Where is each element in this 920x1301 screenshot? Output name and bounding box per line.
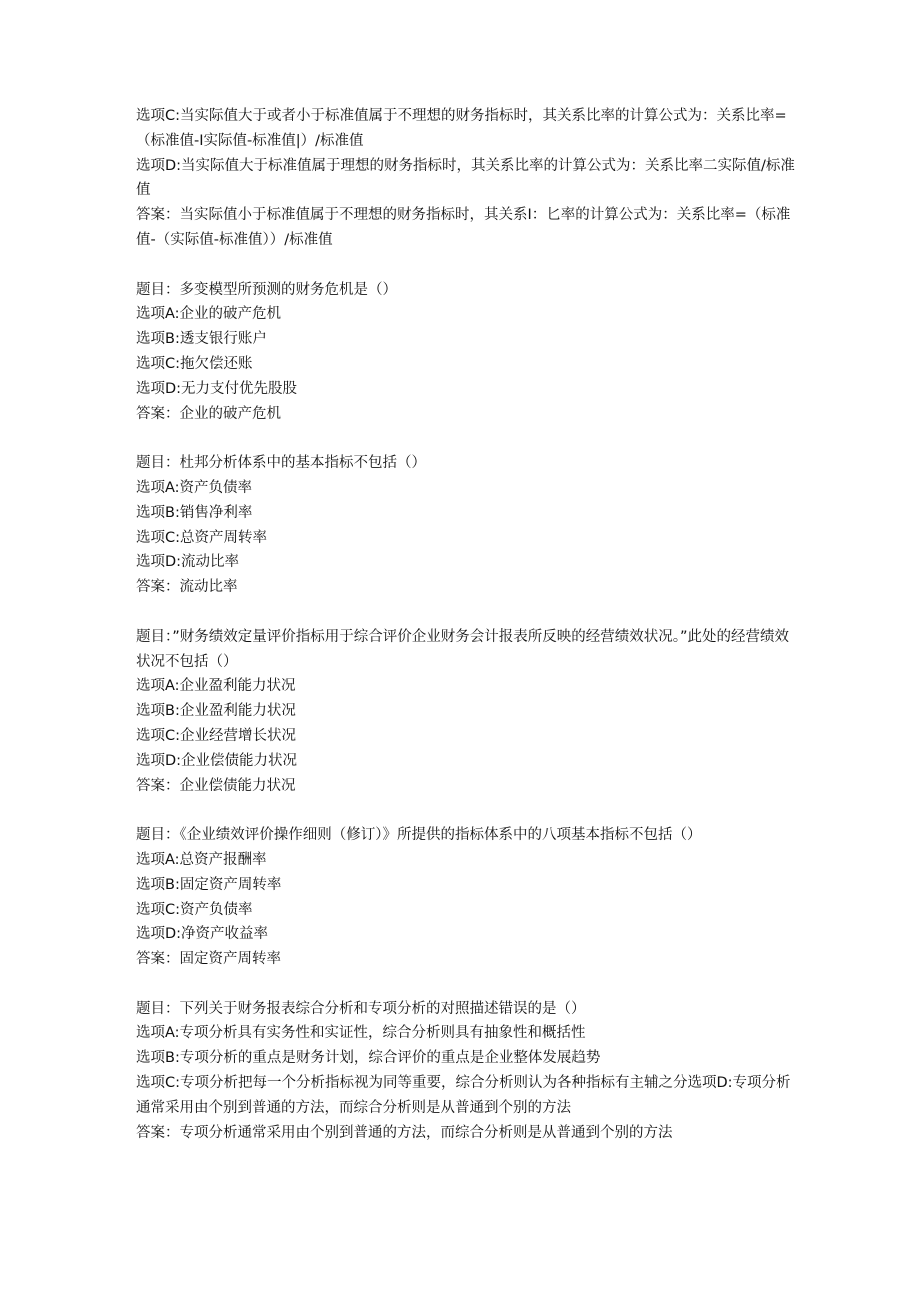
option-a: 选项A:资产负债率	[136, 479, 253, 496]
option-d: 选项D:当实际值大于标准值属于理想的财务指标时，其关系比率的计算公式为：关系比率二实际值/标准值	[136, 157, 795, 199]
question-title: 题目：下列关于财务报表综合分析和专项分析的对照描述错误的是（）	[136, 1000, 586, 1017]
question-block-1	[136, 278, 796, 427]
option-b: 选项B:销售净利率	[136, 504, 253, 521]
option-b: 选项B:固定资产周转率	[136, 876, 282, 893]
question-title: 题目：”财务绩效定量评价指标用于综合评价企业财务会计报表所反映的经营绩效状况。”此处的经营绩效状况不包括（）	[136, 628, 790, 670]
option-c: 选项C:当实际值大于或者小于标准值属于不理想的财务指标时，其关系比率的计算公式为：关系比率=（标准值-I实际值-标准值|）/标准值	[136, 108, 787, 149]
option-c: 选项C:企业经营增长状况	[136, 727, 297, 744]
question-block-2	[136, 451, 796, 600]
option-b: 选项B:企业盈利能力状况	[136, 703, 296, 720]
question-block-5	[136, 997, 796, 1146]
option-d: 选项D:净资产收益率	[136, 926, 269, 943]
option-a: 选项A:企业的破产危机	[136, 306, 282, 323]
option-d: 选项D:流动比率	[136, 554, 240, 571]
question-title: 题目：多变模型所预测的财务危机是（）	[136, 281, 397, 298]
option-a: 选项A:专项分析具有实务性和实证性，综合分析则具有抽象性和概括性	[136, 1025, 586, 1042]
document-page	[136, 104, 796, 1145]
answer: 答案：固定资产周转率	[136, 951, 281, 968]
option-b: 选项B:透支银行账户	[136, 331, 267, 348]
option-a: 选项A:企业盈利能力状况	[136, 678, 296, 695]
answer: 答案：企业偿债能力状况	[136, 777, 296, 794]
answer: 答案：流动比率	[136, 579, 238, 596]
option-d: 选项D:企业偿债能力状况	[136, 752, 298, 769]
option-b: 选项B:专项分析的重点是财务计划，综合评价的重点是企业整体发展趋势	[136, 1050, 601, 1067]
option-c-and-d: 选项C:专项分析把每一个分析指标视为同等重要，综合分析则认为各种指标有主辅之分选项D:专项分析通常采用由个别到普通的方法，而综合分析则是从普通到个别的方法	[136, 1075, 791, 1116]
option-c: 选项C:资产负债率	[136, 901, 253, 918]
option-c: 选项C:总资产周转率	[136, 529, 268, 546]
question-title: 题目：《企业绩效评价操作细则（修订）》所提供的指标体系中的八项基本指标不包括（）	[136, 827, 702, 844]
question-title: 题目：杜邦分析体系中的基本指标不包括（）	[136, 455, 426, 472]
answer: 答案：当实际值小于标准值属于不理想的财务指标时，其关系I：匕率的计算公式为：关系比率=（标准值-（实际值-标准值））/标准值	[136, 207, 791, 248]
option-d: 选项D:无力支付优先股股	[136, 380, 298, 397]
question-block-3	[136, 625, 796, 799]
question-block-4	[136, 823, 796, 972]
answer: 答案：专项分析通常采用由个别到普通的方法，而综合分析则是从普通到个别的方法	[136, 1124, 673, 1141]
option-a: 选项A:总资产报酬率	[136, 851, 267, 868]
answer: 答案：企业的破产危机	[136, 405, 281, 422]
option-c: 选项C:拖欠偿还账	[136, 355, 253, 372]
continued-question	[136, 104, 796, 253]
